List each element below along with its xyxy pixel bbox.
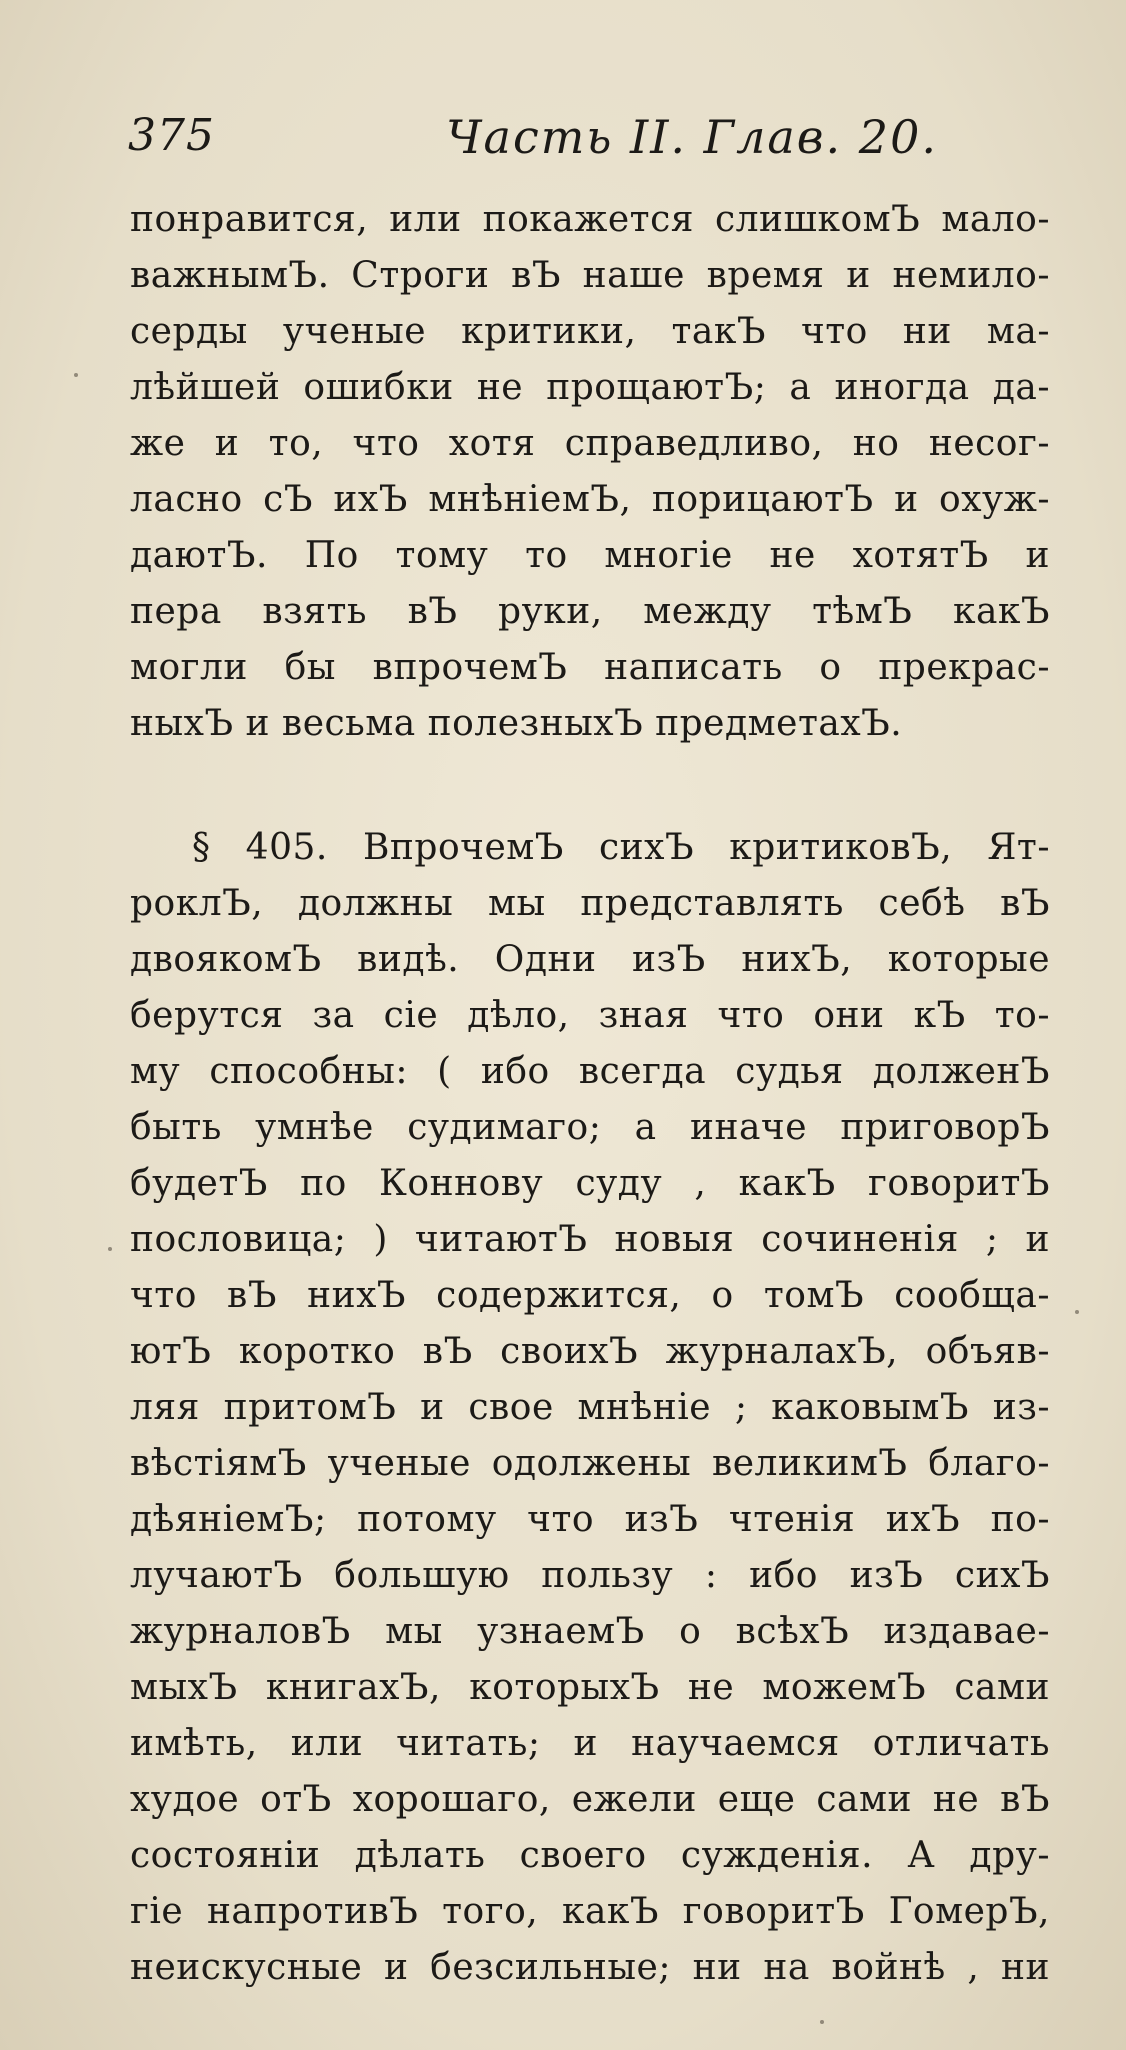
paper-speck — [74, 373, 78, 377]
text-line: имѣть, или читать; и научаемся отличать — [130, 1723, 1050, 1764]
text-line: худое отЪ хорошаго, ежели еще сами не вЪ — [130, 1779, 1050, 1820]
text-line: будетЪ по Коннову суду , какЪ говоритЪ — [130, 1163, 1050, 1204]
text-line: серды ученые критики, такЪ что ни ма- — [130, 311, 1050, 352]
text-line: ласно сЪ ихЪ мнѣніемЪ, порицаютЪ и охуж- — [130, 479, 1050, 520]
text-line: что вЪ нихЪ содержится, о томЪ сообща- — [130, 1275, 1050, 1316]
running-title: Часть II. Глав. 20. — [446, 110, 938, 164]
text-line: же и то, что хотя справедливо, но несог- — [130, 423, 1050, 464]
text-line: могли бы впрочемЪ написать о прекрас- — [130, 647, 1050, 688]
paper-speck — [108, 1247, 112, 1251]
text-line: понравится, или покажется слишкомЪ мало- — [130, 199, 1050, 240]
text-line: § 405. ВпрочемЪ сихЪ критиковЪ, Ят- — [192, 827, 1050, 868]
paper-speck — [1075, 1310, 1079, 1314]
page-header — [128, 110, 988, 170]
text-line: роклЪ, должны мы представлять себѣ вЪ — [130, 883, 1050, 924]
text-line: ныхЪ и весьма полезныхЪ предметахЪ. — [130, 703, 903, 744]
paper-speck — [820, 2020, 824, 2024]
text-line: мыхЪ книгахЪ, которыхЪ не можемЪ сами — [130, 1667, 1050, 1708]
text-line: состояніи дѣлать своего сужденія. А дру- — [130, 1835, 1050, 1876]
text-line: берутся за сіе дѣло, зная что они кЪ то- — [130, 995, 1050, 1036]
text-line: дѣяніемЪ; потому что изЪ чтенія ихЪ по- — [130, 1499, 1050, 1540]
text-line: му способны: ( ибо всегда судья долженЪ — [130, 1051, 1050, 1092]
text-line: журналовЪ мы узнаемЪ о всѣхЪ издавае- — [130, 1611, 1050, 1652]
text-line: лѣйшей ошибки не прощаютЪ; а иногда да- — [130, 367, 1050, 408]
text-line: неискусные и безсильные; ни на войнѣ , ни — [130, 1947, 1050, 1988]
text-line: лучаютЪ большую пользу : ибо изЪ сихЪ — [130, 1555, 1050, 1596]
text-line: двоякомЪ видѣ. Одни изЪ нихЪ, которые — [130, 939, 1050, 980]
text-line: гіе напротивЪ того, какЪ говоритЪ ГомерЪ, — [130, 1891, 1050, 1932]
text-line: важнымЪ. Строги вЪ наше время и немило- — [130, 255, 1050, 296]
page-number: 375 — [128, 110, 215, 161]
text-line: ютЪ коротко вЪ своихЪ журналахЪ, объяв- — [130, 1331, 1050, 1372]
text-line: ляя притомЪ и свое мнѣніе ; каковымЪ из- — [130, 1387, 1050, 1428]
text-line: пословица; ) читаютЪ новыя сочиненія ; и — [130, 1219, 1050, 1260]
text-line: быть умнѣе судимаго; а иначе приговорЪ — [130, 1107, 1050, 1148]
text-line: даютЪ. По тому то многіе не хотятЪ и — [130, 535, 1050, 576]
text-line: вѣстіямЪ ученые одолжены великимЪ благо- — [130, 1443, 1050, 1484]
text-line: пера взять вЪ руки, между тѣмЪ какЪ — [130, 591, 1050, 632]
